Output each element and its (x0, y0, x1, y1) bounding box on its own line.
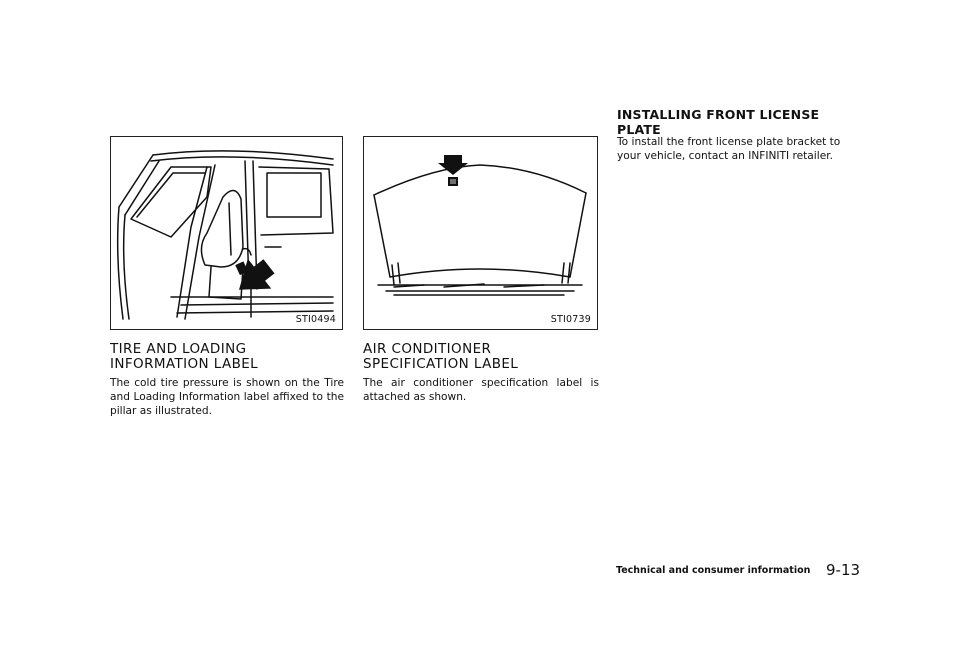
page-number: 9-13 (826, 561, 861, 579)
tire-label-heading: TIRE AND LOADING INFORMATION LABEL (110, 341, 259, 372)
ac-label-figure (363, 136, 598, 330)
ac-label-body: The air conditioner specification label is attached as shown. (363, 377, 599, 404)
open-hood-illustration (364, 137, 596, 328)
ac-label-heading: AIR CONDITIONER SPECIFICATION LABEL (363, 341, 519, 372)
footer-section-title: Technical and consumer information (616, 565, 811, 576)
figure-code: STI0494 (295, 314, 336, 325)
tire-label-figure (110, 136, 343, 330)
license-plate-heading: INSTALLING FRONT LICENSE PLATE (617, 107, 820, 137)
license-plate-body: To install the front license plate bracket to your vehicle, contact an INFINITI retailer. (617, 136, 841, 163)
figure-code: STI0739 (550, 314, 591, 325)
arrow-icon (438, 155, 468, 175)
car-door-illustration (111, 137, 341, 328)
tire-label-body: The cold tire pressure is shown on the Tire and Loading Information label affixed to the pillar as illustrated. (110, 377, 344, 418)
